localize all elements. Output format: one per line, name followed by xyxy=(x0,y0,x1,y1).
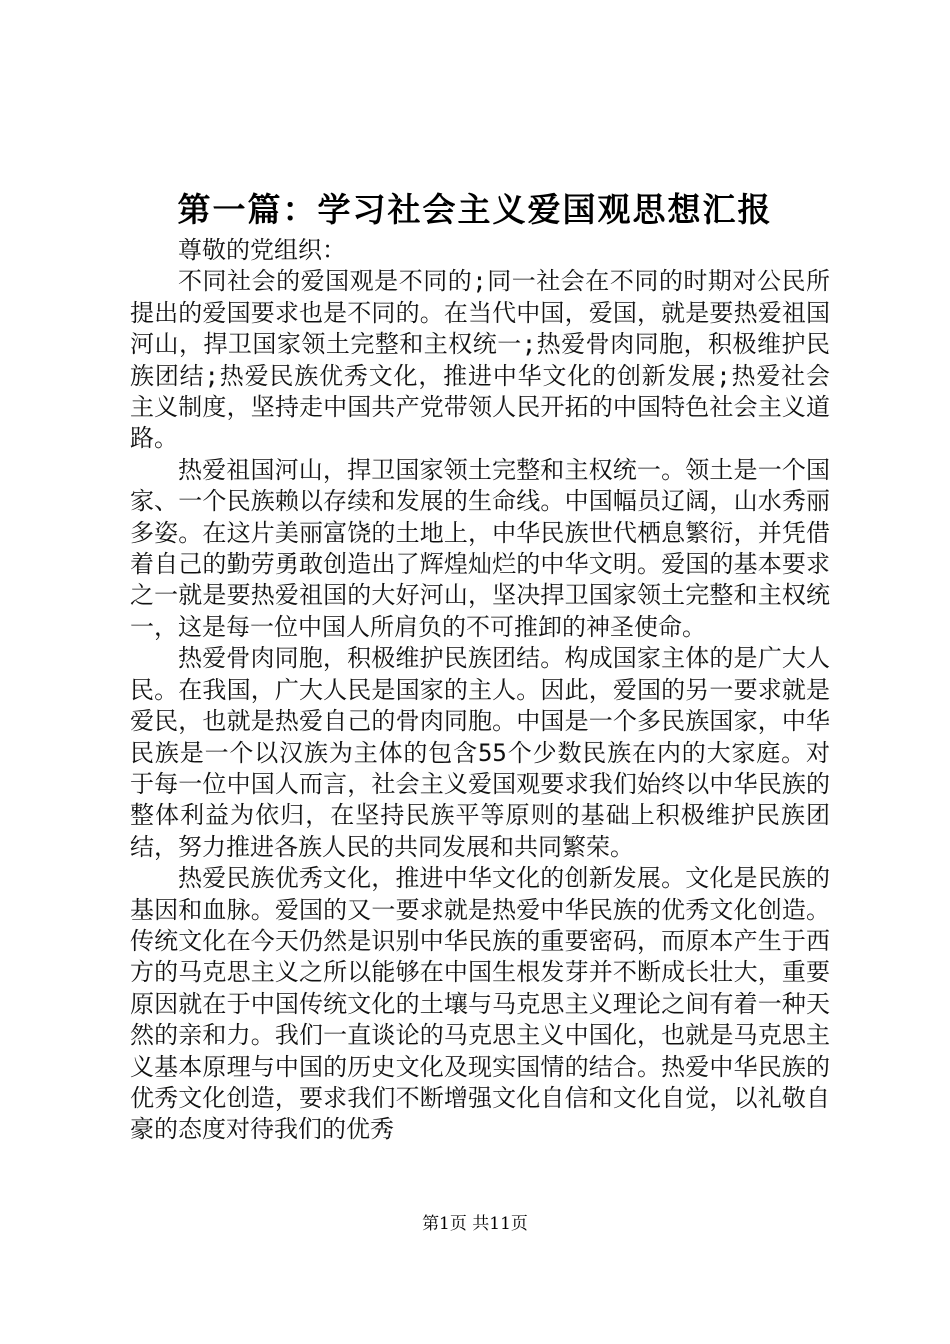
paragraph: 热爱骨肉同胞，积极维护民族团结。构成国家主体的是广大人民。在我国，广大人民是国家的主人。因此，爱国的另一要求就是爱民，也就是热爱自己的骨肉同胞。中国是一个多民族国家，中华民族是一个以汉族为主体的包含55个少数民族在内的大家庭。对于每一位中国人而言，社会主义爱国观要求我们始终以中华民族的整体利益为依归，在坚持民族平等原则的基础上积极维护民族团结，努力推进各族人民的共同发展和共同繁荣。 xyxy=(130,644,830,861)
page-footer: 第1页 共11页 xyxy=(422,1214,528,1234)
paragraph: 热爱民族优秀文化，推进中华文化的创新发展。文化是民族的基因和血脉。爱国的又一要求就是热爱中华民族的优秀文化创造。传统文化在今天仍然是识别中华民族的重要密码，而原本产生于西方的马克思主义之所以能够在中国生根发芽并不断成长壮大，重要原因就在于中国传统文化的土壤与马克思主义理论之间有着一种天然的亲和力。我们一直谈论的马克思主义中国化，也就是马克思主义基本原理与中国的历史文化及现实国情的结合。热爱中华民族的优秀文化创造，要求我们不断增强文化自信和文化自觉，以礼敬自豪的态度对待我们的优秀 xyxy=(130,864,830,1144)
paragraph: 热爱祖国河山，捍卫国家领土完整和主权统一。领土是一个国家、一个民族赖以存续和发展的生命线。中国幅员辽阔，山水秀丽多姿。在这片美丽富饶的土地上，中华民族世代栖息繁衍，并凭借着自己的勤劳勇敢创造出了辉煌灿烂的中华文明。爱国的基本要求之一就是要热爱祖国的大好河山，坚决捍卫国家领土完整和主权统一，这是每一位中国人所肩负的不可推卸的神圣使命。 xyxy=(130,455,830,641)
salutation: 尊敬的党组织： xyxy=(178,236,346,264)
paragraph: 不同社会的爱国观是不同的;同一社会在不同的时期对公民所提出的爱国要求也是不同的。在当代中国，爱国，就是要热爱祖国河山，捍卫国家领土完整和主权统一;热爱骨肉同胞，积极维护民族团结;热爱民族优秀文化，推进中华文化的创新发展;热爱社会主义制度，坚持走中国共产党带领人民开拓的中国特色社会主义道路。 xyxy=(130,267,830,453)
document-body xyxy=(130,235,830,1146)
document-title: 第一篇：学习社会主义爱国观思想汇报 xyxy=(177,190,773,229)
